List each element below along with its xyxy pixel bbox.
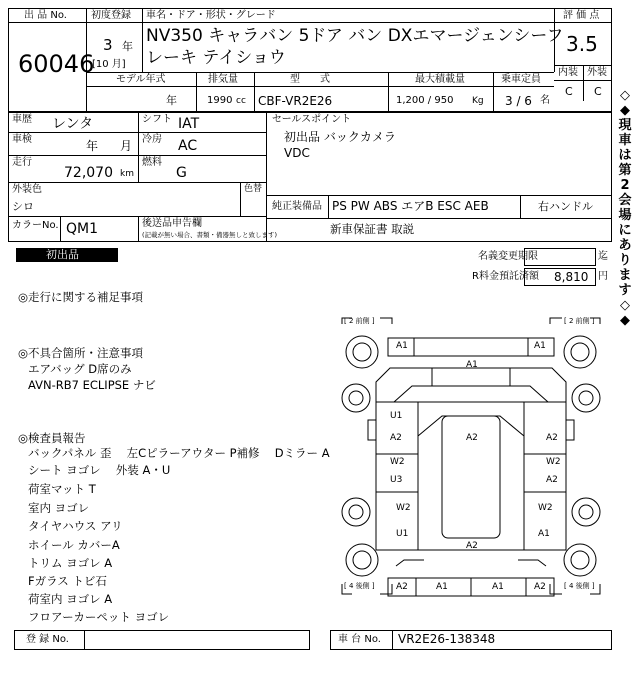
mileage-unit: km bbox=[120, 169, 134, 179]
name-change-label: 名義変更期限 bbox=[478, 251, 538, 262]
inspector-note: タイヤハウス アリ bbox=[28, 519, 123, 533]
displacement-unit: cc bbox=[236, 96, 246, 106]
color-change-label: 色替 bbox=[244, 184, 263, 194]
history-label: 車歴 bbox=[12, 114, 32, 125]
shift-value: IAT bbox=[178, 116, 200, 132]
first-reg-year: 3 bbox=[103, 36, 113, 54]
mark-rear-bumper-2: A1 bbox=[436, 582, 448, 592]
car-damage-diagram bbox=[332, 316, 610, 602]
sales-point-line1: 初出品 バックカメラ bbox=[284, 130, 396, 144]
lot-number: 60046 bbox=[18, 50, 95, 78]
recycle-unit: 円 bbox=[598, 271, 608, 282]
rear-right-tag: [ 4 後側 ] bbox=[564, 582, 595, 590]
model-year-label: モデル年式 bbox=[116, 74, 166, 85]
car-name-label: 車名・ドア・形状・グレード bbox=[146, 10, 276, 21]
chassis-label: 車 台 No. bbox=[338, 634, 381, 645]
mark-right-rear-quarter2: A1 bbox=[538, 529, 550, 539]
side-notice-text: ◇◆現車は第2会場にあります◇◆ bbox=[618, 88, 632, 328]
name-change-box bbox=[524, 248, 596, 266]
first-reg-month: [10 月] bbox=[92, 59, 126, 70]
car-name-line2: レーキ テイショウ bbox=[146, 48, 286, 68]
sales-point-label: セールスポイント bbox=[272, 114, 352, 125]
mark-left-front-door2: A2 bbox=[390, 433, 402, 443]
after-parts-label: 後送品申告欄 bbox=[142, 218, 202, 229]
after-parts-note: (記載が無い場合、書類・備器無しと致します) bbox=[142, 231, 278, 239]
equipment-value: PS PW ABS エアB ESC AEB bbox=[332, 199, 489, 213]
mark-right-slide: W2 bbox=[546, 457, 561, 467]
inspector-note: フロアーカーペット ヨゴレ bbox=[28, 610, 170, 624]
score-value: 3.5 bbox=[566, 32, 598, 56]
capacity-value: 3 / 6 bbox=[505, 94, 532, 108]
mark-right-front-door: A2 bbox=[546, 433, 558, 443]
first-reg-year-unit: 年 bbox=[122, 40, 133, 53]
inspector-note: 室内 ヨゴレ bbox=[28, 501, 90, 515]
inspector-title: ◎検査員報告 bbox=[18, 431, 86, 445]
mark-left-slide2: U3 bbox=[390, 475, 403, 485]
inspector-note: 荷室マット T bbox=[28, 482, 96, 496]
inspector-note: シート ヨゴレ 外装 A・U bbox=[28, 463, 171, 477]
mark-left-rear-quarter2: U1 bbox=[396, 529, 409, 539]
chassis-number: VR2E26-138348 bbox=[398, 632, 496, 646]
mark-front-bumper-left: A1 bbox=[396, 341, 408, 351]
ext-color-value: シロ bbox=[12, 200, 34, 213]
inspector-note: 荷室内 ヨゴレ A bbox=[28, 592, 113, 606]
model-type-value: CBF-VR2E26 bbox=[258, 94, 333, 108]
front-left-tag: [ 2 前側 ] bbox=[344, 317, 375, 325]
inspection-year: 年 bbox=[86, 139, 99, 153]
mileage-value: 72,070 bbox=[64, 165, 113, 181]
defects-title: ◎不具合箇所・注意事項 bbox=[18, 346, 144, 360]
mark-roof: A2 bbox=[466, 433, 478, 443]
history-value: レンタ bbox=[52, 116, 94, 132]
inspector-note: Fガラス トビ石 bbox=[28, 574, 107, 588]
lot-label: 出 品 No. bbox=[24, 10, 67, 21]
capacity-label: 乗車定員 bbox=[501, 74, 541, 85]
inspection-label: 車検 bbox=[12, 134, 32, 145]
max-load-unit: Kg bbox=[472, 96, 484, 106]
recycle-value: 8,810 bbox=[554, 270, 589, 284]
mark-front-bumper-right: A1 bbox=[534, 341, 546, 351]
exterior-label: 外装 bbox=[587, 67, 607, 78]
name-change-suffix: 迄 bbox=[598, 251, 608, 262]
mark-right-rear-quarter: W2 bbox=[538, 503, 553, 513]
color-no-value: QM1 bbox=[66, 221, 99, 237]
mark-rear-bumper-4: A2 bbox=[534, 582, 546, 592]
ac-value: AC bbox=[178, 138, 198, 154]
color-no-label: カラーNo. bbox=[12, 220, 59, 231]
displacement-label: 排気量 bbox=[208, 74, 238, 85]
exterior-grade: C bbox=[594, 85, 602, 98]
defect-note: AVN-RB7 ECLIPSE ナビ bbox=[28, 378, 156, 392]
model-year-unit: 年 bbox=[166, 94, 177, 107]
equipment-label: 純正装備品 bbox=[272, 201, 322, 212]
first-listing-badge: 初出品 bbox=[16, 248, 118, 262]
mark-left-slide: W2 bbox=[390, 457, 405, 467]
warranty-value: 新車保証書 取説 bbox=[330, 222, 415, 236]
first-reg-label: 初度登録 bbox=[91, 10, 131, 21]
inspector-note: バックパネル 歪 左Cピラーアウター P補修 Dミラー A bbox=[28, 446, 330, 460]
recycle-label: R料金預託済額 bbox=[472, 271, 539, 282]
defect-note: エアバッグ D席のみ bbox=[28, 362, 132, 376]
mark-rear-gate: A2 bbox=[466, 541, 478, 551]
sales-point-line2: VDC bbox=[284, 146, 310, 160]
fuel-value: G bbox=[176, 165, 187, 181]
front-right-tag: [ 2 前側 ] bbox=[564, 317, 595, 325]
inspector-note: トリム ヨゴレ A bbox=[28, 556, 113, 570]
car-name-line1: NV350 キャラバン 5ドア バン DXエマージェンシーフ bbox=[146, 26, 564, 46]
ext-color-label: 外装色 bbox=[12, 184, 42, 195]
score-label: 評 価 点 bbox=[563, 10, 600, 21]
max-load-value: 1,200 / 950 bbox=[396, 95, 454, 106]
rear-left-tag: [ 4 後側 ] bbox=[344, 582, 375, 590]
ac-label: 冷房 bbox=[142, 134, 162, 145]
inspection-month: 月 bbox=[120, 139, 133, 153]
side-notice bbox=[614, 88, 636, 328]
steering-value: 右ハンドル bbox=[538, 200, 593, 213]
capacity-unit: 名 bbox=[540, 95, 550, 106]
mark-hood: A1 bbox=[466, 360, 478, 370]
displacement-value: 1990 bbox=[207, 95, 233, 106]
interior-grade: C bbox=[565, 85, 573, 98]
mileage-label: 走行 bbox=[12, 157, 32, 168]
driving-notes-title: ◎走行に関する補足事項 bbox=[18, 290, 144, 304]
fuel-label: 燃料 bbox=[142, 157, 162, 168]
inspector-note: ホイール カバーA bbox=[28, 538, 120, 552]
mark-rear-bumper-3: A1 bbox=[492, 582, 504, 592]
model-type-label: 型 式 bbox=[290, 74, 330, 85]
max-load-label: 最大積載量 bbox=[415, 74, 465, 85]
interior-label: 内装 bbox=[558, 67, 578, 78]
registration-label: 登 録 No. bbox=[26, 634, 69, 645]
shift-label: シフト bbox=[142, 114, 172, 125]
mark-left-rear-quarter: W2 bbox=[396, 503, 411, 513]
mark-right-slide2: A2 bbox=[546, 475, 558, 485]
mark-left-front-door: U1 bbox=[390, 411, 403, 421]
mark-rear-bumper-1: A2 bbox=[396, 582, 408, 592]
